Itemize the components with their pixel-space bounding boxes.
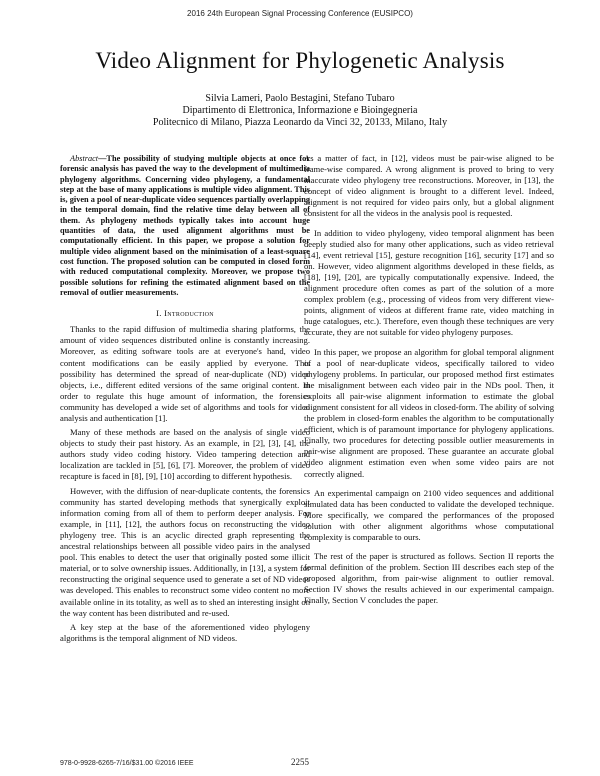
abstract-text: —The possibility of studying multiple objects at once for forensic analysis has paved the way to the development of multimedia phylogeny algorithms. Concerning video phylogeny, a fundamental step at the base of many applications is multiple video alignment. This is, given a pool of near-duplicate video sequences partially overlapping in the temporal domain, find the relative time delay between all of them. As phylogeny methods typically takes into account huge quantities of data, the used alignment algorithms must be computationally efficient. In this paper, we propose a solution for multiple video alignment based on the minimisation of a least-square cost function. The proposed solution can be computed in closed form with reduced computational complexity. Moreover, we propose two possible solutions for refining the estimated alignment based on the removal of outlier measurements. (60, 154, 310, 297)
right-column (304, 153, 554, 615)
paragraph: As a matter of fact, in [12], videos must be pair-wise aligned to be frame-wise compared. A wrong alignment is proved to bring to very inaccurate video phylogeny tree reconstructions. Moreover, in [13], the concept of video alignment is brought to a different level. Indeed, alignment is not required for video pairs only, but a global alignment consistent for all the videos in the analysis pool is requested. (304, 153, 554, 219)
institution: Politecnico di Milano, Piazza Leonardo da Vinci 32, 20133, Milano, Italy (152, 117, 448, 128)
page-number: 2255 (291, 757, 309, 767)
paragraph: The rest of the paper is structured as follows. Section II reports the formal definition of the problem. Section III describes each step of the proposed algorithm, from pair-wise alignment to outlier removal. Section IV shows the results achieved in our experimental campaign. Finally, Section V concludes the paper. (304, 551, 554, 606)
paragraph: A key step at the base of the aforementioned video phylogeny algorithms is the temporal alignment of ND videos. (60, 621, 310, 643)
author-block (0, 93, 600, 129)
paper-title: Video Alignment for Phylogenetic Analysis (95, 48, 505, 73)
section-heading (60, 308, 310, 319)
paragraph: However, with the diffusion of near-duplicate contents, the forensics community has started developing methods that synergically exploit information coming from all of them to perform deeper analysis. For example, in [11], [12], the authors focus on reconstructing the video phylogeny tree. This is an acyclic directed graph representing the ancestral relationships between all possible video pairs in the analysed pool. This enables to detect the user that originally posted some illicit material, or to solve ownership issues. Additionally, in [13], a system for reconstructing the original sequence used to generate a set of ND videos was developed. This enables to reconstruct some video content no more available online in its totality, as well as to shed an interesting insight on the way content has been distributed and re-used. (60, 485, 310, 618)
authors: Silvia Lameri, Paolo Bestagini, Stefano Tubaro (205, 93, 395, 104)
paragraph: Thanks to the rapid diffusion of multimedia sharing platforms, the amount of video sequences distributed online is constantly increasing. Moreover, as editing software tools are at everyone's hand, video content modifications can be easily applied by everyone. This possibility has determined the spread of near-duplicate (ND) video objects, i.e., different edited versions of the same original content. In order to regulate this huge amount of information, the forensics community has developed a wide set of algorithms and tools for video analysis and authentication [1]. (60, 324, 310, 423)
department: Dipartimento di Elettronica, Informazione e Bioingegneria (182, 105, 418, 116)
paragraph: In addition to video phylogeny, video temporal alignment has been deeply studied also for many other applications, such as video retrieval [14], event retrieval [15], gesture recognition [16], security [17] and so on. However, video alignment algorithms developed in these fields, as [18], [19], [20], are typically computationally expensive. Indeed, the alignment procedure often comes as part of the solution of a more complex problem (e.g., processing of videos from very different view-points, alignment of videos at different frame rate, video matching in huge catalogues, etc.). Therefore, even though these techniques are very accurate, they are not suitable for video phylogeny purposes. (304, 227, 554, 338)
left-column (60, 154, 310, 647)
abstract (60, 154, 310, 298)
paragraph: Many of these methods are based on the analysis of single video objects to study their past history. As an example, in [2], [3], [4], the authors study video coding history. Video tampering detection and localization are tackled in [5], [6], [7]. Moreover, the problem of video recapture is faced in [8], [9], [10] according to different hypothesis. (60, 427, 310, 482)
paragraph: In this paper, we propose an algorithm for global temporal alignment of a pool of near-duplicate videos, specifically tailored to video phylogeny problems. In particular, our proposed method first estimates the misalignment between each video pair in the NDs pool. Then, it exploits all pair-wise alignment information to estimate the global alignment consistent for all videos in closed-form. The ability of solving the problem in closed-form enables the algorithm to be computationally efficient, which is of paramount importance for phylogeny applications. Finally, two procedures for detecting possible outlier measurements in pair-wise alignment are proposed. These guarantee an accurate global video alignment estimation even when some video pairs are not correctly aligned. (304, 346, 554, 479)
section-title: Introduction (164, 308, 214, 319)
abstract-label: Abstract (70, 154, 99, 163)
copyright-notice: 978-0-9928-6265-7/16/$31.00 ©2016 IEEE (60, 760, 194, 767)
section-numeral: I. (156, 308, 162, 319)
paragraph: An experimental campaign on 2100 video sequences and additional simulated data has been conducted to validate the developed technique. More specifically, we compared the performances of the proposed solution with other alignment algorithms whose computational complexity is comparable to ours. (304, 487, 554, 542)
conference-header: 2016 24th European Signal Processing Conference (EUSIPCO) (187, 9, 413, 18)
